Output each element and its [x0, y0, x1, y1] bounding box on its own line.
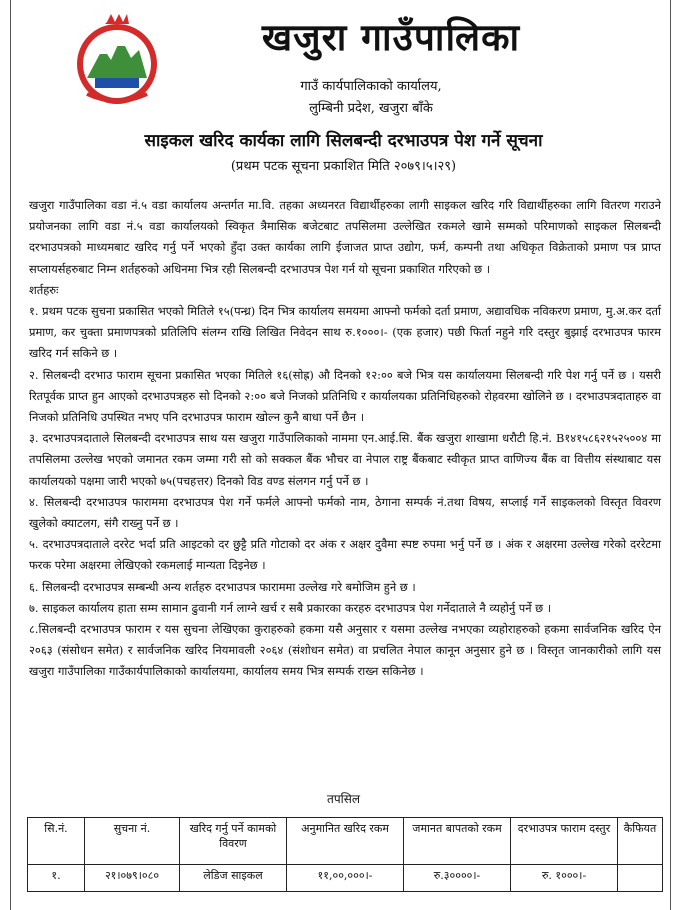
condition-item: ३. दरभाउपत्रदाताले सिलबन्दी दरभाउपत्र साथ यस खजुरा गाउँपालिकाको नाममा एन.आई.सि. बैंक खजुरा शाखामा धरौटी हि.नं. B१४१५८६२१५२५००४ मा तपसिलमा उल्लेख भएको जमानत रकम जम्मा गरी सो को सक्कल बैंक भौचर वा नेपाल राष्ट्र बैंकबाट स्वीकृत प्राप्त वाणिज्य बैंक वा वित्तीय संस्थाबाट यस कार्यालयको पक्षमा जारी भएको ७५(पचहत्तर) दिनको विड वण्ड संलगन गर्नु पर्ने छ । — [29, 431, 661, 488]
condition-item: २. सिलबन्दी दरभाउ फाराम सूचना प्रकासित भएका मितिले १६(सोह्र) औ दिनको १२:०० बजे भित्र यस कार्यालयमा सिलबन्दी गरि पेश गर्नु पर्ने छ । यसरी रितपूर्वक प्राप्त हुन आएको दरभाउपत्रहरु सो दिनको २:०० बजे निजको प्रतिनिधि र कार्यालयका प्रतिनिधिहरुको रोहवरमा खोलिने छ । दरभाउपत्रदाताहरु वा निजको प्रतिनिधि उपस्थित नभए पनि दरभाउपत्र फाराम खोल्न कुनै बाधा पर्ने छैन । — [29, 367, 661, 425]
office-address: लुम्बिनी प्रदेश, खजुरा बाँके — [309, 101, 433, 116]
condition-item: ७. साइकल कार्यालय हाता सम्म सामान ढुवानी गर्न लाग्ने खर्च र सबै प्रकारका करहरु दरभाउपत्र पेश गर्नेदाताले नै व्यहोर्नु पर्ने छ । — [29, 600, 552, 615]
condition-item: १. प्रथम पटक सुचना प्रकासित भएको मितिले १५(पन्ध्र) दिन भित्र कार्यालय समयमा आफ्नो फर्मको दर्ता प्रमाण, अद्यावधिक नविकरण प्रमाण, मु.अ.कर दर्ता प्रमाण, कर चुक्ता प्रमाणपत्रको प्रतिलिपि संलग्न राखि लिखित निवेदन साथ रु.१०००।- (एक हजार) पछी फिर्ता नहुने गरि दस्तुर बुझाई दरभाउपत्र फारम खरिद गर्न सकिने छ । — [29, 304, 661, 361]
table-cell: रु. १०००।- — [511, 865, 618, 892]
nepal-emblem-logo — [73, 8, 161, 108]
schedule-table — [27, 817, 663, 892]
column-header: सुचना नं. — [85, 818, 180, 865]
intro-paragraph: खजुरा गाउँपालिका वडा नं.५ वडा कार्यालय अन्तर्गत मा.वि. तहका अध्यनरत विद्यार्थीहरुका लागी साइकल खरिद गरि विद्यार्थीहरुका लागि वितरण गराउने प्रयोजनका लागि वडा नं.५ वडा कार्यालयको स्विकृत त्रैमासिक बजेटबाट तपसिलमा उल्लेखित रकमले खामे सम्मको परिमाणको साइकल सिलबन्दी दरभाउपत्रको माध्यमबाट खरिद गर्नु पर्ने भएको हुँदा उक्त कार्यका लागि ईजाजत प्राप्त उद्योग, फर्म, कम्पनी तथा अधिकृत विक्रेताको प्रमाण पत्र प्राप्त सप्लायर्सहरुबाट निम्न शर्तहरुको अधिनमा भित्र रही सिलबन्दी दरभाउपत्र पेश गर्न यो सूचना प्रकाशित गरिएको छ । — [29, 198, 661, 276]
column-header: खरिद गर्नु पर्ने कामको विवरण — [180, 818, 287, 865]
table-cell: लेडिज साइकल — [180, 865, 287, 892]
notice-title: साइकल खरिद कार्यका लागि सिलबन्दी दरभाउपत्र पेश गर्ने सूचना — [144, 131, 543, 151]
notice-page — [10, 0, 671, 910]
column-header: दरभाउपत्र फाराम दस्तुर — [511, 818, 618, 865]
municipality-name: खजुरा गाउँपालिका — [261, 15, 521, 59]
column-header: जमानत बापतको रकम — [404, 818, 511, 865]
table-cell: ११,००,०००।- — [287, 865, 404, 892]
condition-item: ६. सिलबन्दी दरभाउपत्र सम्बन्धी अन्य शर्तहरु दरभाउपत्र फाराममा उल्लेख गरे बमोजिम हुने छ । — [29, 579, 416, 594]
table-cell — [618, 865, 663, 892]
column-header: अनुमानित खरिद रकम — [287, 818, 404, 865]
notice-body — [29, 195, 661, 683]
table-cell: रु.३००००।- — [404, 865, 511, 892]
condition-item: ४. सिलबन्दी दरभाउपत्र फाराममा दरभाउपत्र पेश गर्ने फर्मले आफ्नो फर्मको नाम, ठेगाना सम्पर्क नं.तथा विषय, सप्लाई गर्ने साइकलको विस्तृत विवरण खुलेको क्याटलग, संगै राख्नु पर्ने छ । — [29, 494, 661, 531]
table-row — [28, 865, 663, 892]
conditions-heading: शर्तहरुः — [29, 282, 59, 297]
condition-item: ५. दरभाउपत्रदाताले दररेट भर्दा प्रति आइटको दर छुट्टै प्रति गोटाको दर अंक र अक्षर दुवैमा स्पष्ट रुपमा भर्नु पर्ने छ । अंक र अक्षरमा उल्लेख गरेको दररेटमा फरक परेमा अक्षरमा लेखिएको रकमलाई मान्यता दिइनेछ । — [29, 537, 661, 573]
column-header: सि.नं. — [28, 818, 85, 865]
column-header: कैफियत — [618, 818, 663, 865]
condition-item: ८.सिलबन्दी दरभाउपत्र फाराम र यस सुचना लेखिएका कुराहरुको हकमा यसै अनुसार र यसमा उल्लेख नभएका व्यहोराहरुको हकमा सार्वजनिक खरिद ऐन २०६३ (संसोधन समेत) र सार्वजनिक खरिद नियमावली २०६४ (संशोधन समेत) वा प्रचलित नेपाल कानून अनुसार हुने छ । विस्तृत जानकारीको लागि यस खजुरा गाउँपालिका गाउँकार्यपालिकाको कार्यालयमा, कार्यालय समय भित्र सम्पर्क राख्न सकिनेछ । — [29, 622, 661, 679]
notice-publish-date: (प्रथम पटक सूचना प्रकाशित मिति २०७९।५।२९) — [230, 159, 457, 174]
schedule-heading: तपसिल — [326, 792, 360, 806]
table-cell: २१।०७९।०८० — [85, 865, 180, 892]
table-header-row — [28, 818, 663, 865]
office-name: गाउँ कार्यपालिकाको कार्यालय, — [300, 79, 442, 94]
table-cell: १. — [28, 865, 85, 892]
